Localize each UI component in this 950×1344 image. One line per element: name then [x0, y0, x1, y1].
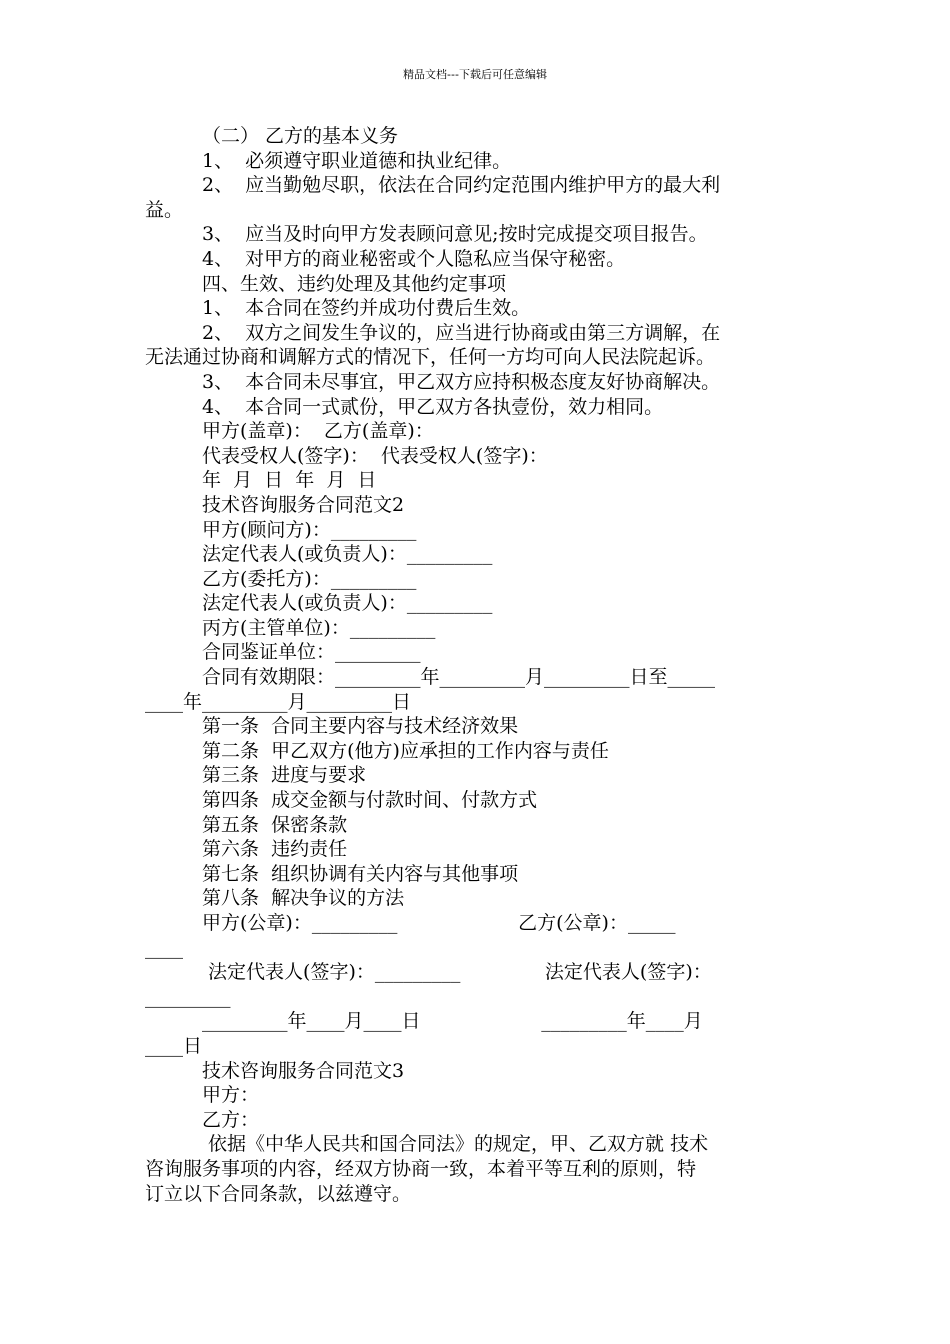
text-line: 乙方(委托方)：_________: [202, 567, 417, 590]
text-line: 合同有效期限：_________年_________月_________日至_____: [202, 666, 716, 689]
text-line: 依据《中华人民共和国合同法》的规定，甲、乙双方就 技术: [202, 1133, 709, 1156]
text-line: 丙方(主管单位)：_________: [202, 616, 436, 639]
text-line: 甲方(顾问方)：_________: [202, 518, 417, 541]
text-line: 第三条 进度与要求: [202, 764, 367, 787]
text-line: 咨询服务事项的内容，经双方协商一致，本着平等互利的原则，特: [145, 1157, 697, 1180]
text-line: 第八条 解决争议的方法: [202, 887, 405, 910]
text-line: 技术咨询服务合同范文3: [202, 1059, 405, 1082]
page-header: 精品文档---下载后可任意编辑: [403, 68, 547, 81]
text-line: 乙方：: [202, 1108, 260, 1131]
text-line: 年 月 日 年 月 日: [202, 469, 377, 492]
text-line: 第四条 成交金额与付款时间、付款方式: [202, 789, 538, 812]
text-line: 2、 双方之间发生争议的，应当进行协商或由第三方调解，在: [202, 321, 721, 344]
text-line: ____: [145, 936, 183, 959]
text-line: _________年____月____日 _________年____月: [202, 1010, 703, 1033]
document-body: [145, 124, 810, 1206]
text-line: _________: [145, 985, 231, 1008]
text-line: 2、 应当勤勉尽职，依法在合同约定范围内维护甲方的最大利: [202, 174, 721, 197]
text-line: 益。: [145, 198, 184, 221]
text-line: ____日: [145, 1034, 203, 1057]
text-line: 代表受权人(签字)： 代表受权人(签字)：: [202, 444, 548, 467]
text-line: 甲方：: [202, 1084, 260, 1107]
text-line: 第五条 保密条款: [202, 813, 348, 836]
text-line: 第一条 合同主要内容与技术经济效果: [202, 715, 519, 738]
text-line: 第二条 甲乙双方(他方)应承担的工作内容与责任: [202, 739, 609, 762]
text-line: 法定代表人(或负责人)：_________: [202, 543, 493, 566]
text-line: 第六条 违约责任: [202, 838, 348, 861]
text-line: 技术咨询服务合同范文2: [202, 493, 405, 516]
text-line: 3、 本合同未尽事宜，甲乙双方应持积极态度友好协商解决。: [202, 370, 721, 393]
text-line: 法定代表人(签字)：_________ 法定代表人(签字)：: [202, 961, 712, 984]
text-line: 甲方(盖章)： 乙方(盖章)：: [202, 420, 434, 443]
text-line: 1、 必须遵守职业道德和执业纪律。: [202, 149, 512, 172]
text-line: 四、生效、违约处理及其他约定事项: [202, 272, 507, 295]
text-line: 无法通过协商和调解方式的情况下，任何一方均可向人民法院起诉。: [145, 346, 716, 369]
text-line: 3、 应当及时向甲方发表顾问意见;按时完成提交项目报告。: [202, 223, 708, 246]
text-line: 合同鉴证单位：_________: [202, 641, 421, 664]
text-line: 4、 本合同一式贰份，甲乙双方各执壹份，效力相同。: [202, 395, 664, 418]
text-line: 4、 对甲方的商业秘密或个人隐私应当保守秘密。: [202, 247, 626, 270]
text-line: 第七条 组织协调有关内容与其他事项: [202, 862, 519, 885]
text-line: ____年_________月_________日: [145, 690, 412, 713]
text-line: 法定代表人(或负责人)：_________: [202, 592, 493, 615]
text-line: 1、 本合同在签约并成功付费后生效。: [202, 297, 531, 320]
text-line: 甲方(公章)：_________ 乙方(公章)：_____: [202, 912, 676, 934]
text-line: （二） 乙方的基本义务: [202, 125, 399, 147]
text-line: 订立以下合同条款，以兹遵守。: [145, 1182, 412, 1205]
